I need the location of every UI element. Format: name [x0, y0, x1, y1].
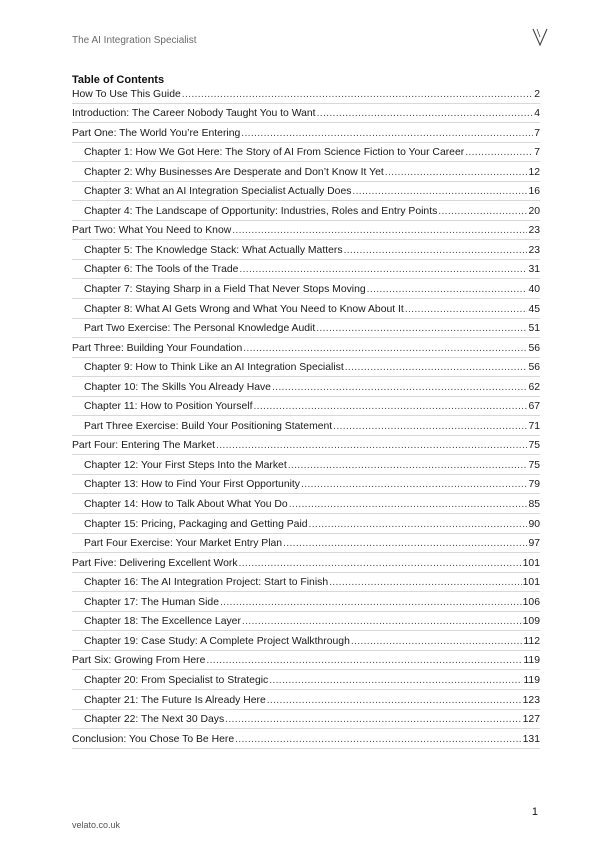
- toc-entry-page: 123: [522, 694, 540, 706]
- toc-entry-title: Chapter 15: Pricing, Packaging and Getting Paid: [84, 518, 308, 530]
- dot-leader: [344, 245, 528, 256]
- toc-entry-page: 23: [528, 244, 540, 256]
- dot-leader: [272, 382, 527, 393]
- toc-entry-page: 79: [528, 479, 540, 491]
- toc-entry-title: Part Two: What You Need to Know: [72, 225, 232, 237]
- toc-entry[interactable]: [72, 416, 540, 436]
- page-number: 1: [531, 806, 538, 818]
- toc-entry-title: Chapter 3: What an AI Integration Specialist Actually Does: [84, 186, 352, 198]
- toc-entry[interactable]: [72, 514, 540, 534]
- toc-entry-title: Chapter 16: The AI Integration Project: Start to Finish: [84, 577, 329, 589]
- dot-leader: [253, 401, 527, 412]
- toc-entry[interactable]: [72, 534, 540, 554]
- dot-leader: [239, 264, 527, 275]
- toc-entry[interactable]: [72, 279, 540, 299]
- toc-entry-page: 101: [522, 557, 540, 569]
- dot-leader: [216, 440, 527, 451]
- toc-entry-page: 16: [528, 186, 540, 198]
- toc-entry-page: 2: [534, 88, 540, 100]
- dot-leader: [267, 695, 522, 706]
- toc-entry-title: Conclusion: You Chose To Be Here: [72, 733, 235, 745]
- toc-entry-page: 131: [522, 733, 540, 745]
- toc-entry[interactable]: [72, 475, 540, 495]
- toc-entry-title: Chapter 19: Case Study: A Complete Project Walkthrough: [84, 635, 350, 647]
- toc-entry[interactable]: [72, 182, 540, 202]
- toc-entry-page: 31: [528, 264, 540, 276]
- toc-entry[interactable]: [72, 651, 540, 671]
- toc-entry-page: 97: [528, 538, 540, 550]
- toc-entry-page: 90: [528, 518, 540, 530]
- dot-leader: [333, 421, 527, 432]
- toc-entry[interactable]: [72, 436, 540, 456]
- toc-entry-page: 23: [528, 225, 540, 237]
- toc-entry-title: Chapter 8: What AI Gets Wrong and What You Need to Know About It: [84, 303, 404, 315]
- toc-entry[interactable]: [72, 729, 540, 749]
- toc-entry-title: Chapter 2: Why Businesses Are Desperate and Don’t Know It Yet: [84, 166, 384, 178]
- dot-leader: [241, 128, 533, 139]
- dot-leader: [465, 147, 533, 158]
- toc-entry-title: Part Four Exercise: Your Market Entry Plan: [84, 538, 283, 550]
- toc-entry-page: 119: [523, 655, 540, 667]
- dot-leader: [269, 675, 522, 686]
- running-title: The AI Integration Specialist: [72, 35, 197, 46]
- toc-entry-title: Chapter 14: How to Talk About What You Do: [84, 499, 288, 511]
- toc-entry-page: 62: [528, 381, 540, 393]
- v-monogram-icon: [532, 27, 548, 47]
- dot-leader: [239, 558, 522, 569]
- toc-entry[interactable]: [72, 573, 540, 593]
- dot-leader: [309, 519, 528, 530]
- toc-entry-page: 40: [528, 284, 540, 296]
- toc-entry[interactable]: [72, 592, 540, 612]
- toc-entry-title: Part Three Exercise: Build Your Positioning Statement: [84, 420, 333, 432]
- dot-leader: [345, 362, 528, 373]
- toc-entry[interactable]: [72, 260, 540, 280]
- toc-entry-title: Chapter 11: How to Position Yourself: [84, 401, 253, 413]
- toc-entry-title: How To Use This Guide: [72, 88, 181, 100]
- toc-entry-page: 119: [523, 674, 540, 686]
- toc-entry[interactable]: [72, 162, 540, 182]
- toc-entry-title: Introduction: The Career Nobody Taught You to Want: [72, 108, 316, 120]
- dot-leader: [283, 538, 527, 549]
- toc-entry-page: 109: [522, 616, 540, 628]
- toc-entry[interactable]: [72, 631, 540, 651]
- toc-entry-title: Chapter 17: The Human Side: [84, 596, 219, 608]
- toc-entry-title: Part Six: Growing From Here: [72, 655, 206, 667]
- toc-entry-page: 20: [528, 205, 540, 217]
- dot-leader: [367, 284, 528, 295]
- toc-entry[interactable]: [72, 240, 540, 260]
- toc-entry[interactable]: [72, 201, 540, 221]
- toc-entry[interactable]: [72, 612, 540, 632]
- toc-entry-title: Part Three: Building Your Foundation: [72, 342, 243, 354]
- toc-title: Table of Contents: [72, 74, 165, 86]
- dot-leader: [289, 499, 528, 510]
- dot-leader: [288, 460, 528, 471]
- toc-entry-page: 45: [528, 303, 540, 315]
- toc-entry-title: Chapter 12: Your First Steps Into the Market: [84, 459, 287, 471]
- toc-entry-title: Chapter 20: From Specialist to Strategic: [84, 674, 269, 686]
- dot-leader: [242, 616, 522, 627]
- toc-entry-title: Chapter 5: The Knowledge Stack: What Actually Matters: [84, 244, 343, 256]
- toc-entry-page: 127: [522, 714, 540, 726]
- toc-entry-page: 75: [528, 440, 540, 452]
- toc-entry[interactable]: [72, 84, 540, 104]
- toc-entry-title: Chapter 18: The Excellence Layer: [84, 616, 241, 628]
- toc-entry-page: 101: [522, 577, 540, 589]
- toc-entry-title: Part Five: Delivering Excellent Work: [72, 557, 238, 569]
- toc-entry[interactable]: [72, 104, 540, 124]
- dot-leader: [232, 225, 527, 236]
- toc-entry-page: 51: [528, 323, 540, 335]
- toc-entry[interactable]: [72, 319, 540, 339]
- toc-entry[interactable]: [72, 123, 540, 143]
- toc-entry-page: 67: [528, 401, 540, 413]
- toc-entry-title: Chapter 6: The Tools of the Trade: [84, 264, 239, 276]
- toc-entry-title: Part One: The World You’re Entering: [72, 127, 241, 139]
- dot-leader: [351, 636, 523, 647]
- toc-entry[interactable]: [72, 221, 540, 241]
- toc-entry[interactable]: [72, 358, 540, 378]
- toc-entry[interactable]: [72, 455, 540, 475]
- toc-entry-page: 56: [528, 342, 540, 354]
- toc-entry-page: 7: [534, 147, 540, 159]
- toc-entry-title: Chapter 21: The Future Is Already Here: [84, 694, 266, 706]
- toc-entry-page: 112: [523, 635, 540, 647]
- toc-entry[interactable]: [72, 690, 540, 710]
- toc-entry-title: Part Four: Entering The Market: [72, 440, 216, 452]
- toc-entry[interactable]: [72, 553, 540, 573]
- toc-entry-page: 85: [528, 499, 540, 511]
- dot-leader: [352, 186, 527, 197]
- toc-entry[interactable]: [72, 710, 540, 730]
- dot-leader: [316, 323, 527, 334]
- dot-leader: [329, 577, 522, 588]
- dot-leader: [220, 597, 522, 608]
- dot-leader: [225, 714, 521, 725]
- toc-entry[interactable]: [72, 377, 540, 397]
- toc-entry[interactable]: [72, 670, 540, 690]
- toc-entry[interactable]: [72, 338, 540, 358]
- toc-entry-title: Chapter 10: The Skills You Already Have: [84, 381, 271, 393]
- toc-entry-page: 56: [528, 362, 540, 374]
- dot-leader: [243, 343, 527, 354]
- dot-leader: [301, 479, 527, 490]
- toc-entry-page: 12: [528, 166, 540, 178]
- toc-entry-title: Chapter 4: The Landscape of Opportunity: Industries, Roles and Entry Points: [84, 205, 438, 217]
- toc-entry-page: 106: [522, 596, 540, 608]
- toc-entry-title: Chapter 22: The Next 30 Days: [84, 714, 225, 726]
- toc-entry-title: Chapter 13: How to Find Your First Opportunity: [84, 479, 301, 491]
- dot-leader: [438, 206, 527, 217]
- dot-leader: [206, 655, 522, 666]
- toc-entry-title: Chapter 7: Staying Sharp in a Field That Never Stops Moving: [84, 284, 366, 296]
- toc-entry-page: 4: [534, 108, 540, 120]
- toc-entry-page: 75: [528, 459, 540, 471]
- toc-entry[interactable]: [72, 494, 540, 514]
- dot-leader: [182, 89, 533, 100]
- dot-leader: [405, 304, 528, 315]
- dot-leader: [235, 734, 522, 745]
- toc-entry-title: Part Two Exercise: The Personal Knowledge Audit: [84, 323, 316, 335]
- footer-site-link[interactable]: velato.co.uk: [72, 820, 121, 830]
- toc-entry[interactable]: [72, 143, 540, 163]
- dot-leader: [317, 108, 534, 119]
- toc-entry-page: 7: [534, 127, 540, 139]
- toc-entry-title: Chapter 1: How We Got Here: The Story of AI From Science Fiction to Your Career: [84, 147, 465, 159]
- toc-entry-title: Chapter 9: How to Think Like an AI Integration Specialist: [84, 362, 344, 374]
- toc-entry-page: 71: [528, 420, 540, 432]
- table-of-contents: [72, 84, 540, 749]
- toc-entry[interactable]: [72, 397, 540, 417]
- toc-entry[interactable]: [72, 299, 540, 319]
- dot-leader: [385, 167, 528, 178]
